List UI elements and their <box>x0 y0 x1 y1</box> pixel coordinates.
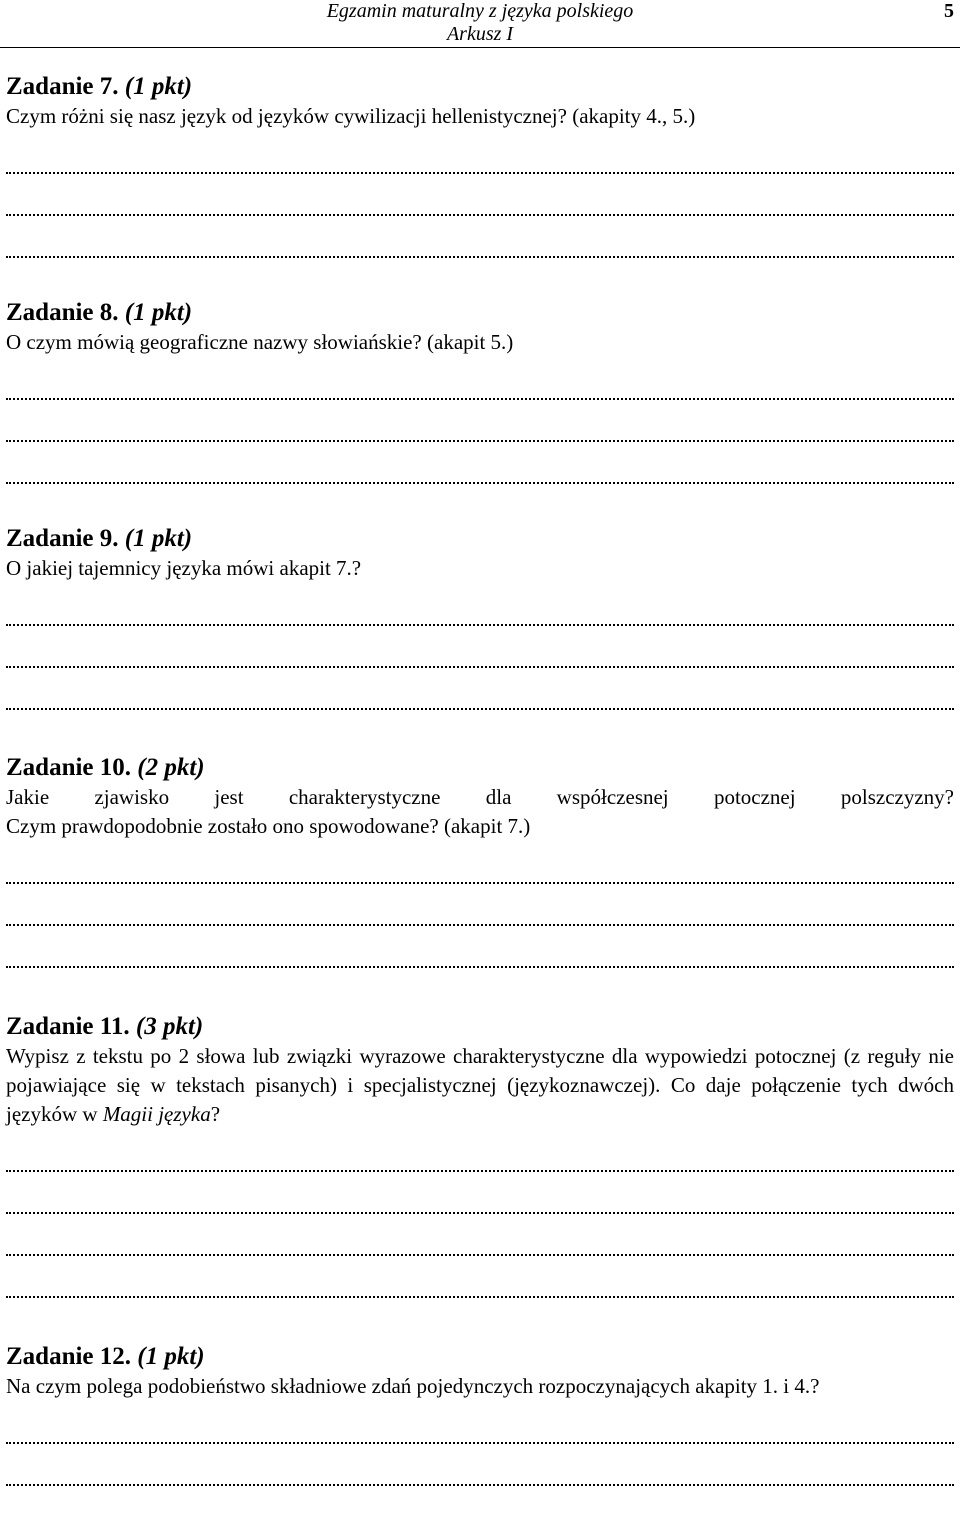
answer-line[interactable] <box>6 186 954 228</box>
answer-line[interactable] <box>6 1142 954 1184</box>
task-question <box>6 1042 954 1129</box>
answer-line[interactable] <box>6 454 954 496</box>
task-label: Zadanie 7. <box>6 73 119 100</box>
task-label: Zadanie 8. <box>6 299 119 326</box>
answer-area[interactable] <box>6 1414 954 1498</box>
header-divider <box>0 47 960 48</box>
task-points: (1 pkt) <box>124 525 193 552</box>
page-header <box>0 0 960 48</box>
task-heading <box>6 1342 954 1372</box>
answer-line[interactable] <box>6 1456 954 1498</box>
task-label: Zadanie 12. <box>6 1343 132 1370</box>
answer-line[interactable] <box>6 680 954 722</box>
answer-line[interactable] <box>6 896 954 938</box>
answer-line[interactable] <box>6 938 954 980</box>
task-heading <box>6 753 954 783</box>
answer-area[interactable] <box>6 144 954 270</box>
work-title: Magii języka <box>102 1102 211 1126</box>
answer-area[interactable] <box>6 596 954 722</box>
task-points: (1 pkt) <box>124 299 193 326</box>
question-end: ? <box>210 1102 221 1126</box>
task-10 <box>6 753 954 980</box>
task-question-line-2: Czym prawdopodobnie zostało ono spowodowane? (akapit 7.) <box>6 814 531 838</box>
task-12 <box>6 1342 954 1498</box>
answer-line[interactable] <box>6 1226 954 1268</box>
task-points: (3 pkt) <box>135 1013 204 1040</box>
answer-line[interactable] <box>6 1268 954 1310</box>
answer-line[interactable] <box>6 144 954 186</box>
task-question: O czym mówią geograficzne nazwy słowiańskie? (akapit 5.) <box>6 330 514 354</box>
task-8 <box>6 298 954 496</box>
answer-line[interactable] <box>6 370 954 412</box>
task-points: (1 pkt) <box>137 1343 205 1370</box>
answer-line[interactable] <box>6 854 954 896</box>
answer-line[interactable] <box>6 1414 954 1456</box>
task-9 <box>6 524 954 722</box>
answer-area[interactable] <box>6 370 954 496</box>
task-label: Zadanie 10. <box>6 754 132 781</box>
exam-title: Egzamin maturalny z języka polskiego <box>326 0 634 22</box>
answer-line[interactable] <box>6 638 954 680</box>
task-heading <box>6 72 954 102</box>
question-text: Wypisz z tekstu po 2 słowa lub związki wyrazowe charakterystyczne dla wypowiedzi potocznej (z reguły nie pojawiające się w tekstach pisanych) i specjalistycznej (językoznawczej). Co daje połączenie tych dwóch języków w <box>6 1044 954 1126</box>
task-heading <box>6 1012 954 1042</box>
task-question: O jakiej tajemnicy języka mówi akapit 7.? <box>6 556 362 580</box>
task-question: Na czym polega podobieństwo składniowe zdań pojedynczych rozpoczynających akapity 1. i 4.? <box>6 1374 820 1398</box>
task-11 <box>6 1012 954 1310</box>
task-question-line-1: Jakie zjawisko jest charakterystyczne dla współczesnej potocznej polszczyzny? <box>6 785 954 809</box>
task-points: (1 pkt) <box>124 73 193 100</box>
task-7 <box>6 72 954 270</box>
answer-line[interactable] <box>6 1184 954 1226</box>
page-number: 5 <box>944 0 954 22</box>
answer-line[interactable] <box>6 228 954 270</box>
task-heading <box>6 298 954 328</box>
task-label: Zadanie 11. <box>6 1013 130 1040</box>
task-heading <box>6 524 954 554</box>
task-points: (2 pkt) <box>137 754 205 781</box>
answer-line[interactable] <box>6 412 954 454</box>
task-question: Czym różni się nasz język od języków cywilizacji hellenistycznej? (akapity 4., 5.) <box>6 104 696 128</box>
answer-line[interactable] <box>6 596 954 638</box>
answer-area[interactable] <box>6 854 954 980</box>
task-label: Zadanie 9. <box>6 525 119 552</box>
answer-area[interactable] <box>6 1142 954 1310</box>
sheet-label: Arkusz I <box>446 23 514 45</box>
